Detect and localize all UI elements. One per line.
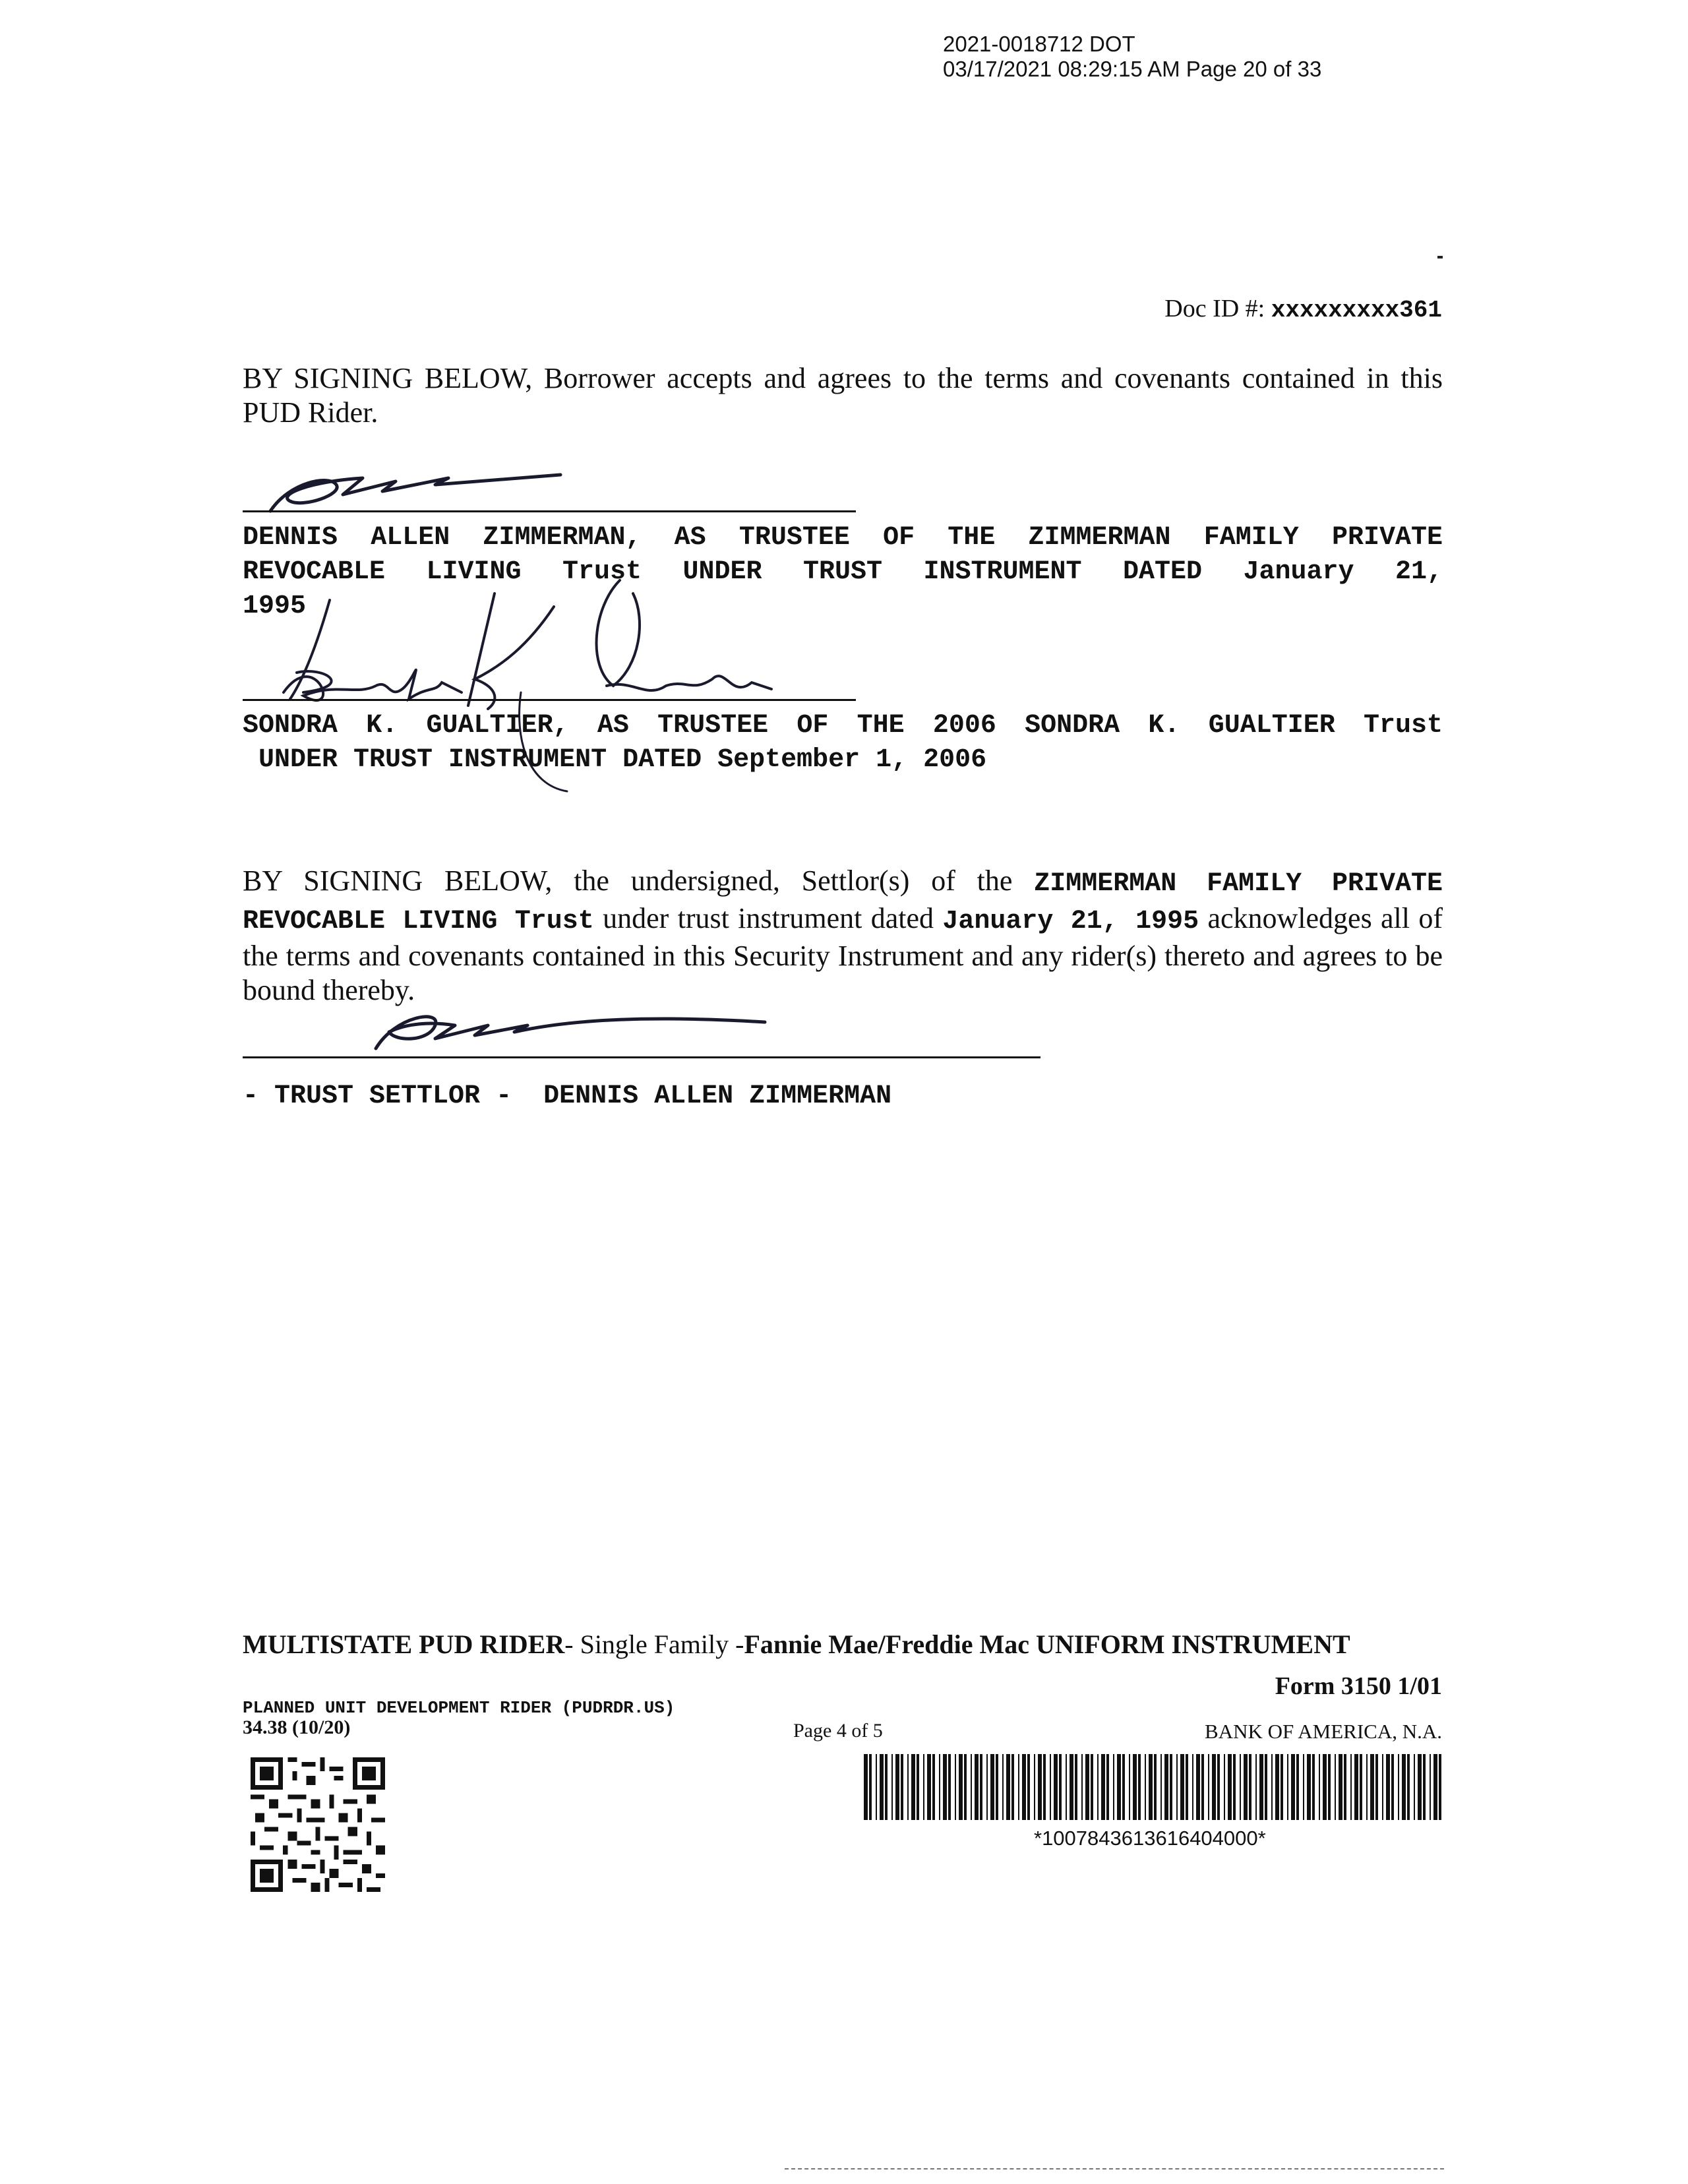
form-identification (243, 1698, 675, 1738)
page-edge-rule (785, 2168, 1444, 2169)
signer-2-caption (243, 709, 1443, 777)
settlor-paragraph (243, 864, 1443, 1008)
form-title (243, 1629, 1350, 1660)
page-number: Page 4 of 5 (793, 1720, 883, 1742)
recording-number: 2021-0018712 DOT (943, 32, 1135, 56)
barcode-icon (864, 1754, 1444, 1820)
signature-line-2 (243, 699, 856, 701)
signer-2-line-2: UNDER TRUST INSTRUMENT DATED September 1, 2006 (258, 745, 987, 775)
signer-1-line-3: 1995 (243, 592, 307, 621)
signature-dennis-zimmerman-2 (356, 996, 778, 1055)
doc-id-label: Doc ID #: (1164, 295, 1271, 322)
form-name: PLANNED UNIT DEVELOPMENT RIDER (PUDRDR.US) (243, 1698, 675, 1718)
scan-mark (1437, 256, 1443, 258)
form-title-part-1: MULTISTATE PUD RIDER (243, 1629, 565, 1659)
form-title-part-3: Fannie Mae/Freddie Mac UNIFORM INSTRUMENT (744, 1629, 1350, 1659)
barcode-number: *1007843613616404000* (1034, 1827, 1266, 1850)
settlor-caption: - TRUST SETTLOR - DENNIS ALLEN ZIMMERMAN (243, 1081, 892, 1111)
form-title-part-2: - Single Family - (564, 1629, 744, 1659)
form-number: Form 3150 1/01 (1275, 1672, 1442, 1700)
settlor-text-2: under trust instrument dated (593, 902, 943, 934)
lender-name: BANK OF AMERICA, N.A. (1205, 1720, 1442, 1743)
settlor-trust-date: January 21, 1995 (942, 907, 1199, 936)
borrower-acceptance-paragraph: BY SIGNING BELOW, Borrower accepts and agrees to the terms and covenants contained in this PUD Rider. (243, 362, 1443, 429)
signature-sondra-gualtier (277, 567, 870, 818)
qr-code-icon (251, 1757, 385, 1892)
recording-timestamp: 03/17/2021 08:29:15 AM Page 20 of 33 (943, 57, 1322, 81)
doc-id-value: xxxxxxxxx361 (1271, 297, 1442, 324)
signer-1-line-1: DENNIS ALLEN ZIMMERMAN, AS TRUSTEE OF THE ZIMMERMAN FAMILY PRIVATE (243, 523, 1443, 553)
doc-id (1164, 294, 1442, 324)
settlor-trust-name: ZIMMERMAN FAMILY PRIVATE REVOCABLE LIVING Trust (243, 869, 1443, 936)
signature-line-1 (243, 510, 856, 512)
signature-line-3 (243, 1056, 1040, 1058)
signer-2-line-1: SONDRA K. GUALTIER, AS TRUSTEE OF THE 2006 SONDRA K. GUALTIER Trust (243, 711, 1443, 741)
signer-1-line-2: REVOCABLE LIVING Trust UNDER TRUST INSTRUMENT DATED January 21, (243, 557, 1443, 587)
form-version: 34.38 (10/20) (243, 1716, 351, 1738)
recording-stamp (943, 32, 1321, 82)
settlor-text-3: acknowledges all of the terms and covenants contained in this Security Instrument and any rider(s) thereto and agrees to be bound thereby. (243, 902, 1443, 1006)
settlor-text-1: BY SIGNING BELOW, the undersigned, Settlor(s) of the (243, 864, 1035, 897)
